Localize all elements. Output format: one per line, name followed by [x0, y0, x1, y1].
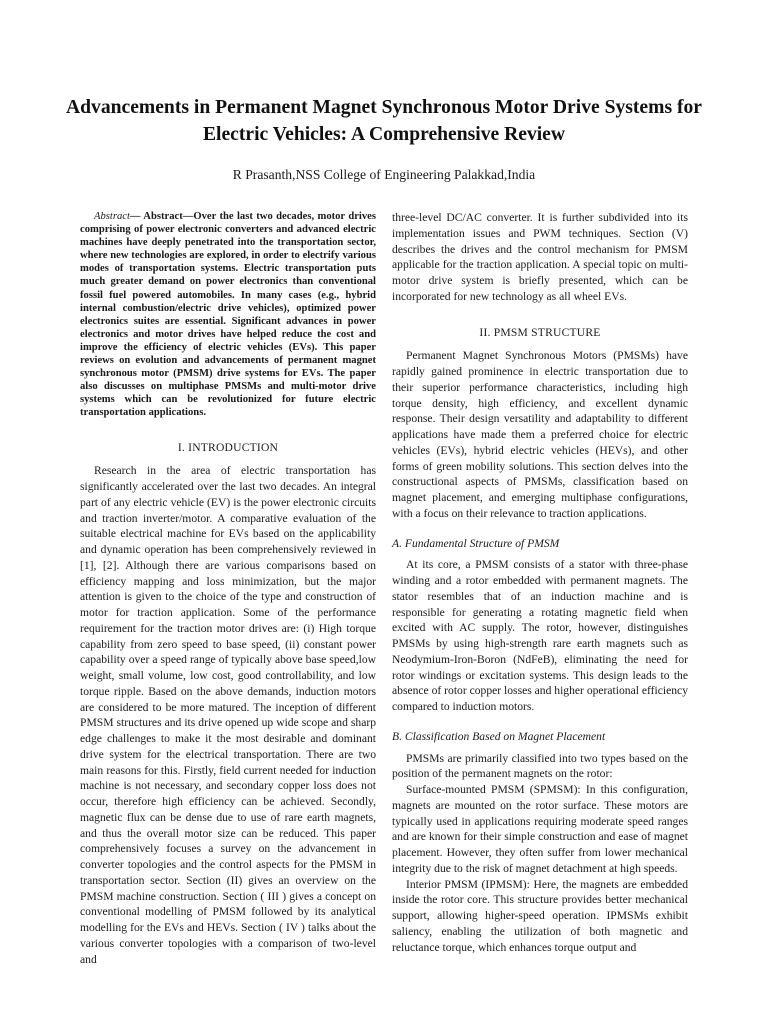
- ipmsm-paragraph: Interior PMSM (IPMSM): Here, the magnets are embedded inside the rotor core. This structure provides better mechanical support, allowing higher-speed operation. IPMSMs exhibit saliency, enabling the utilization of both magnetic and reluctance torque, which enhances torque output and: [392, 877, 688, 954]
- subheading-fundamental-structure: A. Fundamental Structure of PMSM: [392, 536, 560, 550]
- author-line: R Prasanth,NSS College of Engineering Palakkad,India: [232, 167, 536, 182]
- abstract: [80, 210, 376, 420]
- abstract-text: Abstract—Over the last two decades, motor drives comprising of power electronic converters and advanced electric machines have deeply penetrated into the transportation sector, where new technologies are explored, in order to electrify various modes of transportation systems. Electric transportation puts much greater demand on power electronics than conventional fossil fuel powered automobiles. In many cases (e.g., hybrid internal combustion/electric drive vehicles), optimized power electronics suites are essential. Significant advances in power electronics and motor drives have helped reduce the cost and improve the efficiency of electric vehicles (EVs). This paper reviews on evolution and advancements of permanent magnet synchronous motor (PMSM) drive systems for EVs. The paper also discusses on multiphase PMSMs and multi-motor drive systems which can be revolutionized for future electric transportation applications.: [80, 211, 376, 419]
- intro-paragraph: Research in the area of electric transportation has significantly accelerated over the last two decades. An integral part of any electric vehicle (EV) is the power electronic circuits and traction inverter/motor. A comparative evaluation of the suitable electrical machine for EVs based on the applicability and dynamic operation has been comprehensively reviewed in [1], [2]. Although there are various comparisons based on efficiency mapping and loss minimization, but the major attention is given to the choice of the type and construction of motor for traction application. Some of the performance requirement for the traction motor drives are: (i) High torque capability from zero speed to base speed, (ii) constant power capability over a speed range of typically above base speed,low weight, small volume, low cost, good controllability, and low torque ripple. Based on the above demands, induction motors are considered to be more matured. The inception of different PMSM structures and its drive opened up wide scope and sharp edge challenges to make it the most desirable and dominant drive system for the electrical transportation. There are two main reasons for this. Firstly, field current needed for induction machine is not necessary, and secondary copper loss does not occur, therefore high efficiency can be achieved. Secondly, magnetic flux can be dense due to use of rare earth magnets, and thus the overall motor size can be reduced. This paper comprehensively focuses a survey on the advancement in converter topologies and the control aspects for the PMSM in transportation sector. Section (II) gives an overview on the PMSM machine construction. Section ( III ) gives a concept on conventional modelling of PMSM followed by its analytical modelling for the EVs and HEVs. Section ( IV ) talks about the various converter topologies with a comparison of two-level and: [80, 464, 376, 966]
- left-column: [80, 210, 376, 967]
- pmsm-intro-paragraph: Permanent Magnet Synchronous Motors (PMSMs) have rapidly gained prominence in electric transportation due to their superior performance characteristics, including high torque density, high efficiency, and excellent dynamic response. Their design versatility and adaptability to different applications have made them a preferred choice for electric vehicles (EVs), hybrid electric vehicles (HEVs), and other forms of green mobility solutions. This section delves into the constructional aspects of PMSMs, classification based on magnet placement, and emerging multiphase configurations, with a focus on their relevance to traction applications.: [392, 349, 688, 520]
- section-heading-pmsm-structure: II. PMSM STRUCTURE: [479, 325, 601, 339]
- abstract-label: Abstract: [94, 211, 130, 222]
- section-heading-introduction: I. INTRODUCTION: [177, 440, 279, 454]
- abstract-dash: —: [129, 211, 141, 222]
- intro-paragraph-continued: three-level DC/AC converter. It is further subdivided into its implementation issues and PWM techniques. Section (V) describes the drives and the control mechanism for PMSM applicable for the traction application. A special topic on multi-motor drive system is briefly presented, which can be incorporated for new technology as all wheel EVs.: [392, 211, 688, 303]
- subheading-classification: B. Classification Based on Magnet Placement: [392, 729, 606, 743]
- spmsm-paragraph: Surface-mounted PMSM (SPMSM): In this configuration, magnets are mounted on the rotor surface. These motors are typically used in applications requiring moderate speed ranges and are known for their simple construction and ease of magnet placement. However, they often suffer from lower mechanical integrity due to the risk of magnet detachment at high speeds.: [392, 783, 688, 875]
- classification-paragraph: PMSMs are primarily classified into two types based on the position of the permanent magnets on the rotor:: [392, 751, 688, 781]
- paper-title: Advancements in Permanent Magnet Synchronous Motor Drive Systems for Electric Vehicles: A Comprehensive Review: [65, 97, 702, 145]
- fundamental-structure-paragraph: At its core, a PMSM consists of a stator with three-phase winding and a rotor embedded with permanent magnets. The stator resembles that of an induction machine and is responsible for generating a rotating magnetic field when excited with AC supply. The rotor, however, distinguishes PMSMs by using high-strength rare earth magnets such as Neodymium-Iron-Boron (NdFeB), eliminating the need for rotor windings or excitation systems. This design leads to the absence of rotor copper losses and higher operational efficiency compared to induction motors.: [392, 558, 688, 713]
- right-column: [392, 210, 688, 955]
